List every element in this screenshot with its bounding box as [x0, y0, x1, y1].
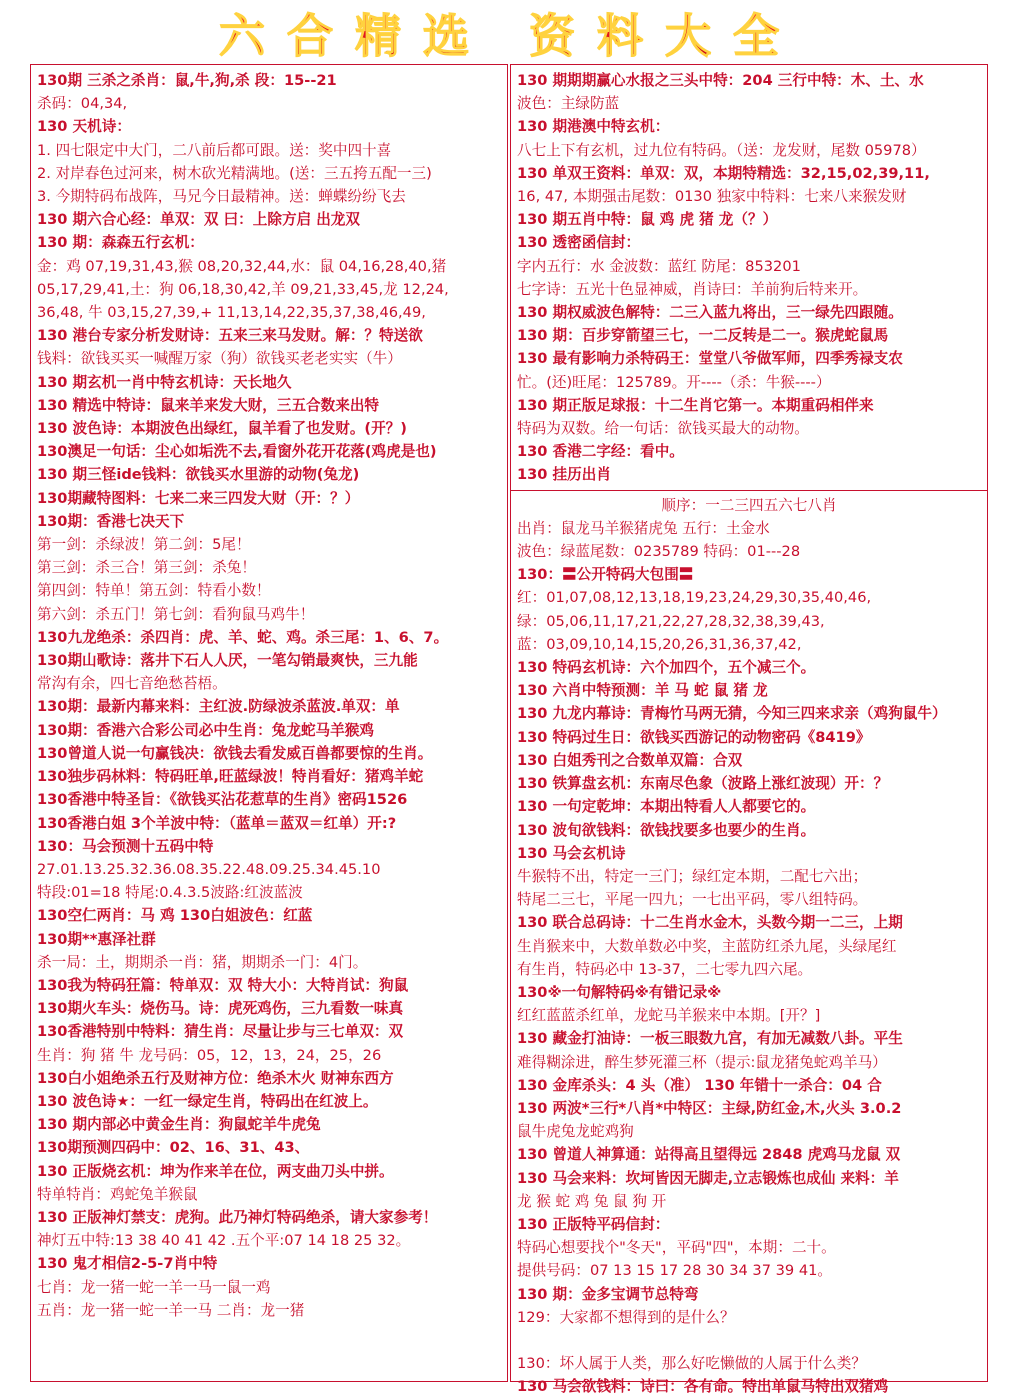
left-text-line: 130 波色诗：本期波色出绿红，鼠羊看了也发财。(开？) — [37, 420, 407, 438]
right-text-line: 特码心想要找个"冬天"，平码"四"，本期：二十。 — [517, 1239, 836, 1257]
left-text-line: 第四剑：特单！第五剑：特看小数！ — [37, 582, 271, 600]
left-text-line: 130期 三杀之杀肖：鼠,牛,狗,杀 段：15--21 — [37, 72, 337, 89]
right-text-line: 130 白姐秀刊之合数单双篇：合双 — [517, 751, 743, 769]
left-text-line: 钱料：欲钱买买一喊醒万家（狗）欲钱买老老实实（牛） — [37, 350, 402, 368]
left-text-line: 130期**惠泽社群 — [37, 930, 156, 948]
left-text-line: 130 正版神灯禁支：虎狗。此乃神灯特码绝杀，请大家参考！ — [37, 1208, 438, 1226]
left-text-line: 130期：最新内幕来料：主红波.防绿波杀蓝波.单双：单 — [37, 698, 400, 716]
section-divider — [511, 490, 987, 491]
left-text-line: 36,48, 牛 03,15,27,39,+ 11,13,14,22,35,37,38,46,49, — [37, 304, 426, 322]
right-text-line: 130 九龙内幕诗：青梅竹马两无猜，今知三四来求亲（鸡狗鼠牛） — [517, 705, 947, 723]
left-text-line: 130 期：森森五行玄机： — [37, 234, 204, 252]
left-text-line: 05,17,29,41,土：狗 06,18,30,42,羊 09,21,33,45,龙 12,24, — [37, 280, 449, 298]
left-text-line: 27.01.13.25.32.36.08.35.22.48.09.25.34.45.10 — [37, 860, 381, 878]
right-text-line: 130 期权威波色解特：二三入蓝九将出，三一绿先四跟随。 — [517, 304, 903, 322]
left-text-line: 130澳足一句话：尘心如垢洗不去,看窗外花开花落(鸡虎是也) — [37, 443, 437, 461]
left-text-line: 130白小姐绝杀五行及财神方位：绝杀木火 财神东西方 — [37, 1069, 394, 1087]
left-text-line: 130期预测四码中：02、16、31、43、 — [37, 1139, 310, 1157]
right-text-line: 龙 猴 蛇 鸡 兔 鼠 狗 开 — [517, 1192, 667, 1210]
right-text-line: 出肖：鼠龙马羊猴猪虎兔 五行：土金水 — [517, 519, 770, 537]
left-text-line: 130 波色诗★：一红一绿定生肖，特码出在红波上。 — [37, 1092, 378, 1110]
left-text-line: 130期：香港七决天下 — [37, 512, 185, 530]
right-text-line: 130 透密函信封： — [517, 234, 641, 252]
right-text-line: 八七上下有玄机，过九位有特码。（送：龙发财，尾数 05978） — [517, 141, 926, 159]
left-text-line: 七肖：龙一猪一蛇一羊一马一鼠一鸡 — [37, 1278, 271, 1296]
left-text-line: 130 天机诗： — [37, 118, 131, 136]
left-text-line: 130 期三怪ide钱料：欲钱买水里游的动物(兔龙) — [37, 466, 360, 484]
right-text-line: 16, 47, 本期强击尾数：0130 独家中特料：七来八来猴发财 — [517, 188, 907, 206]
left-text-line: 130 港台专家分析发财诗：五来三来马发财。解：？特送欲 — [37, 327, 423, 345]
right-text-line: 130 香港二字经：看中。 — [517, 443, 684, 461]
right-text-line: 130 金库杀头：4 头（准） 130 年错十一杀合：04 合 — [517, 1076, 882, 1094]
left-text-line: 130 鬼才相信2-5-7肖中特 — [37, 1255, 218, 1273]
page-title — [0, 2, 1021, 64]
right-text-line: 顺序：一二三四五六七八肖 — [661, 496, 837, 514]
left-text-line: 第一剑：杀绿波！第二剑：5尾！ — [37, 536, 251, 554]
left-text-line: 3. 今期特码布战阵，马兄今日最精神。送：蝉蝶纷纷飞去 — [37, 188, 406, 206]
right-text-line: 130 马会欲钱料：诗曰：各有命。特出单鼠马特出双猪鸡 — [517, 1378, 889, 1396]
right-text-line: 绿：05,06,11,17,21,22,27,28,32,38,39,43, — [517, 612, 825, 630]
right-text-line: 130 正版特平码信封： — [517, 1215, 670, 1233]
left-text-line: 2. 对岸春色过河来，树木砍光精满地。(送：三五挎五配一三) — [37, 164, 432, 182]
right-text-line: 鼠牛虎兔龙蛇鸡狗 — [517, 1123, 634, 1141]
left-text-line: 130我为特码狂篇：特单双：双 特大小：大特肖试：狗鼠 — [37, 976, 409, 994]
left-text-line: 130 正版烧玄机：坤为作来羊在位，两支曲刀头中拼。 — [37, 1162, 394, 1180]
right-text-line: 红红蓝蓝杀红单，龙蛇马羊猴来中本期。[开？] — [517, 1007, 821, 1025]
left-text-line: 130：马会预测十五码中特 — [37, 837, 214, 855]
right-text-line: 提供号码：07 13 15 17 28 30 34 37 39 41。 — [517, 1262, 833, 1280]
right-text-line: 有生肖，特码必中 13-37，二七零九四六尾。 — [517, 960, 813, 978]
right-text-line: 130 联合总码诗：十二生肖水金木，头数今期一二三，上期 — [517, 914, 903, 932]
left-text-line: 130空仁两肖：马 鸡 130白姐波色：红蓝 — [37, 907, 313, 925]
right-text-line: 130 挂历出肖 — [517, 466, 611, 484]
right-text-line: 130 期期期赢心水报之三头中特：204 三行中特：木、土、水 — [517, 72, 924, 89]
right-text-line: 特码为双数。给一句话：欲钱买最大的动物。 — [517, 420, 809, 438]
right-text-line: 130 期：金多宝调节总特弯 — [517, 1285, 699, 1303]
left-text-line: 生肖：狗 猪 牛 龙号码：05，12，13，24，25，26 — [37, 1046, 382, 1064]
right-text-line: 130 期：百步穿箭望三七，一二反转是二一。猴虎蛇鼠馬 — [517, 327, 889, 345]
left-text-line: 130期火车头：烧伤马。诗：虎死鸡伤，三九看数一味真 — [37, 1000, 404, 1018]
left-column — [30, 64, 508, 1382]
right-text-line: 130 期正版足球报：十二生肖它第一。本期重码相伴来 — [517, 396, 874, 414]
right-text-line: 129：大家都不想得到的是什么？ — [517, 1308, 735, 1326]
right-text-line: 130 期港澳中特玄机： — [517, 118, 670, 136]
right-text-line: 130 一句定乾坤：本期出特看人人都要它的。 — [517, 798, 816, 816]
left-text-line: 130期山歌诗：落井下石人人厌，一笔勾销最爽快，三九能 — [37, 652, 418, 670]
left-text-line: 130曾道人说一句赢钱决：欲钱去看发威百兽都要惊的生肖。 — [37, 744, 433, 762]
left-text-line: 130期藏特图料：七来二来三四发大财（开：？） — [37, 489, 360, 507]
left-text-line: 五肖：龙一猪一蛇一羊一马 二肖：龙一猪 — [37, 1301, 305, 1319]
right-text-line: 130 特码玄机诗：六个加四个，五个减三个。 — [517, 659, 816, 677]
left-text-line: 130 期六合心经：单双：双 曰：上除方启 出龙双 — [37, 211, 360, 229]
left-text-line: 130香港特别中特料：猜生肖：尽量让步与三七单双：双 — [37, 1023, 404, 1041]
left-text-line: 常沟有余，四七音绝愁苔梧。 — [37, 675, 227, 693]
right-text-line: 130 六肖中特预测：羊 马 蛇 鼠 猪 龙 — [517, 682, 768, 700]
right-text-line: 特尾二三七，平尾一四九；一七出平码，零八组特码。 — [517, 891, 868, 909]
left-text-line: 130 期玄机一肖中特玄机诗：天长地久 — [37, 373, 292, 391]
right-column — [510, 64, 988, 1396]
right-text-line: 红：01,07,08,12,13,18,19,23,24,29,30,35,40,46, — [517, 589, 872, 607]
right-text-line: 130 铁算盘玄机：东南尽色象（波路上涨红波现）开：？ — [517, 775, 889, 793]
left-text-line: 神灯五中特:13 38 40 41 42 .五个平:07 14 18 25 32。 — [37, 1232, 411, 1250]
right-text-line: 130 期五肖中特：鼠 鸡 虎 猪 龙（？） — [517, 211, 778, 229]
right-text-line: 130 单双王资料：单双：双，本期特精选：32,15,02,39,11, — [517, 164, 930, 182]
right-text-line: 130 曾道人神算通：站得高且望得远 2848 虎鸡马龙鼠 双 — [517, 1146, 901, 1164]
right-text-line: 七字诗：五光十色显神威，肖诗曰：羊前狗后特来开。 — [517, 280, 868, 298]
right-text-line: 蓝：03,09,10,14,15,20,26,31,36,37,42, — [517, 635, 802, 653]
right-text-line: 字内五行：水 金波数：蓝红 防尾：853201 — [517, 257, 801, 275]
right-text-line: 牛猴特不出，特定一三门；绿红定本期，二配七六出； — [517, 867, 868, 885]
left-text-line: 130期：香港六合彩公司必中生肖：兔龙蛇马羊猴鸡 — [37, 721, 374, 739]
right-text-line: 130※一句解特码※有错记录※ — [517, 983, 722, 1001]
right-text-line: 130 两波*三行*八肖*中特区：主绿,防红金,木,火头 3.0.2 — [517, 1099, 902, 1117]
left-text-line: 130 期内部必中黄金生肖：狗鼠蛇羊牛虎兔 — [37, 1116, 321, 1134]
left-text-line: 特段:01=18 特尾:0.4.3.5波路:红波蓝波 — [37, 884, 303, 902]
right-text-line: 130 马会玄机诗 — [517, 844, 626, 862]
left-text-line: 杀码：04,34, — [37, 95, 128, 113]
right-text-line: 130：坏人属于人类，那么好吃懒做的人属于什么类？ — [517, 1354, 866, 1372]
right-text-line: 130 最有影响力杀特码王：堂堂八爷做军师，四季秀禄支农 — [517, 350, 903, 368]
right-text-line: 130 特码过生日：欲钱买西游记的动物密码《8419》 — [517, 728, 871, 746]
right-text-line: 130 藏金打油诗：一板三眼数九宫，有加无减数八卦。平生 — [517, 1030, 903, 1048]
left-text-line: 1. 四七限定中大门，二八前后都可跟。送：奖中四十喜 — [37, 141, 392, 159]
spacer — [517, 1329, 981, 1352]
right-text-line: 波色：绿蓝尾数：0235789 特码：01---28 — [517, 543, 801, 561]
right-text-line: 难得糊涂进，醉生梦死灌三杯（提示:鼠龙猪兔蛇鸡羊马） — [517, 1053, 887, 1071]
title-text: 六合精选 资料大全 — [218, 9, 802, 63]
left-text-line: 130独步码林料：特码旺单,旺蓝绿波！特肖看好：猪鸡羊蛇 — [37, 768, 424, 786]
right-text-line: 130：〓公开特码大包围〓 — [517, 566, 694, 584]
right-text-line: 130 波旬欲钱料：欲钱找要多也要少的生肖。 — [517, 821, 816, 839]
title-banner — [0, 2, 1021, 64]
left-text-line: 130 精选中特诗：鼠来羊来发大财，三五合数来出特 — [37, 396, 380, 414]
left-text-line: 第六剑：杀五门！第七剑：看狗鼠马鸡牛！ — [37, 605, 315, 623]
left-text-line: 130香港中特圣旨：《欲钱买沾花惹草的生肖》密码1526 — [37, 791, 408, 809]
right-text-line: 生肖猴来中，大数单数必中奖，主蓝防红杀九尾，头绿尾红 — [517, 937, 897, 955]
left-text-line: 第三剑：杀三合！第三剑：杀兔！ — [37, 559, 256, 577]
right-text-line: 波色：主绿防蓝 — [517, 95, 620, 113]
left-text-line: 杀一局：土，期期杀一肖：猪，期期杀一门：4门。 — [37, 953, 368, 971]
left-text-line: 130九龙绝杀：杀四肖：虎、羊、蛇、鸡。杀三尾：1、6、7。 — [37, 628, 449, 646]
left-text-line: 130香港白姐 3个羊波中特：（蓝单＝蓝双＝红单）开:? — [37, 814, 397, 832]
right-text-line: 忙。(还)旺尾：125789。开----（杀：牛猴----） — [517, 373, 831, 391]
left-text-line: 金：鸡 07,19,31,43,猴 08,20,32,44,水：鼠 04,16,28,40,猪 — [37, 257, 447, 275]
left-text-line: 特单特肖：鸡蛇兔羊猴鼠 — [37, 1185, 198, 1203]
right-text-line: 130 马会来料：坎坷皆因无脚走,立志锻炼也成仙 来料：羊 — [517, 1169, 899, 1187]
